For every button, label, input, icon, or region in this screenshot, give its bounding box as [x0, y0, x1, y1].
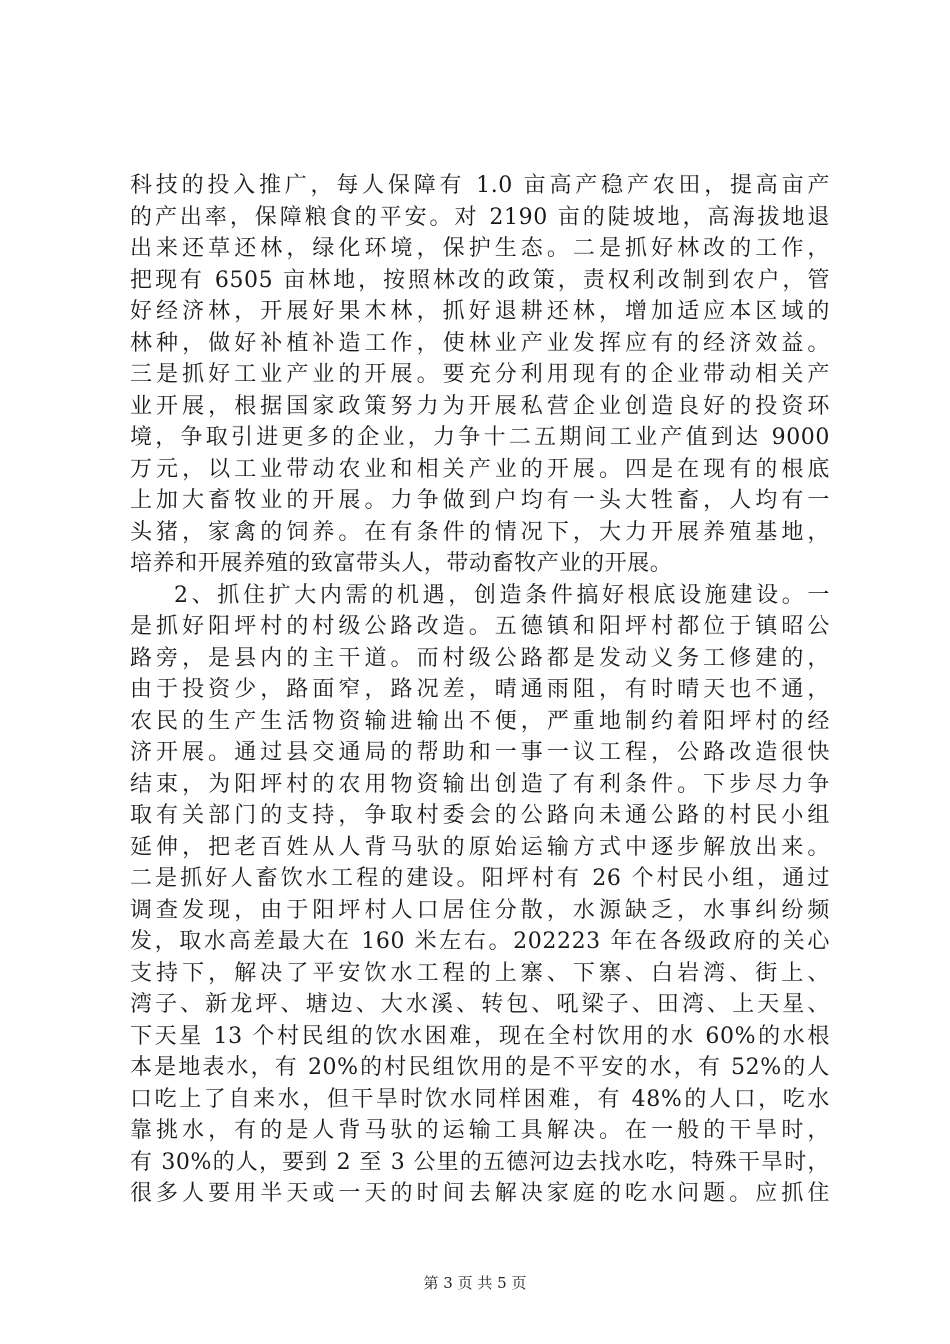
text-line: 济开展。通过县交通局的帮助和一事一议工程，公路改造很快 — [130, 740, 830, 765]
text-line: 本是地表水，有 20%的村民组饮用的是不平安的水，有 52%的人 — [130, 1055, 830, 1080]
text-line: 调查发现，由于阳坪村人口居住分散，水源缺乏，水事纠纷频 — [130, 897, 830, 923]
text-line: 口吃上了自来水，但干旱时饮水同样困难，有 48%的人口，吃水 — [130, 1086, 830, 1112]
text-line: 好经济林，开展好果木林，抓好退耕还林，增加适应本区域的 — [130, 299, 830, 324]
text-line: 路旁，是县内的主干道。而村级公路都是发动义务工修建的， — [130, 645, 830, 671]
paragraph-start-line: 2、抓住扩大内需的机遇，创造条件搞好根底设施建设。一 — [174, 582, 830, 608]
text-line: 发，取水高差最大在 160 米左右。202223 年在各级政府的关心 — [130, 929, 830, 954]
text-line: 支持下，解决了平安饮水工程的上寨、下寨、白岩湾、街上、 — [130, 960, 830, 986]
text-line: 把现有 6505 亩林地，按照林改的政策，责权利改制到农户，管 — [130, 267, 830, 293]
text-line: 培养和开展养殖的致富带头人，带动畜牧产业的开展。 — [130, 551, 673, 576]
text-line: 湾子、新龙坪、塘边、大水溪、转包、吼梁子、田湾、上天星、 — [130, 992, 830, 1017]
text-line: 万元，以工业带动农业和相关产业的开展。四是在现有的根底 — [130, 456, 830, 482]
text-line: 头猪，家禽的饲养。在有条件的情况下，大力开展养殖基地， — [130, 519, 830, 545]
text-line: 很多人要用半天或一天的时间去解决家庭的吃水问题。应抓住 — [130, 1181, 830, 1206]
text-line: 农民的生产生活物资输进输出不便，严重地制约着阳坪村的经 — [130, 708, 830, 734]
text-line: 是抓好阳坪村的村级公路改造。五德镇和阳坪村都位于镇昭公 — [130, 614, 830, 639]
text-line: 由于投资少，路面窄，路况差，晴通雨阻，有时晴天也不通， — [130, 677, 830, 702]
text-line: 林种，做好补植补造工作，使林业产业发挥应有的经济效益。 — [130, 330, 830, 356]
text-line: 靠挑水，有的是人背马驮的运输工具解决。在一般的干旱时， — [130, 1118, 830, 1143]
text-line: 出来还草还林，绿化环境，保护生态。二是抓好林改的工作， — [130, 236, 830, 261]
document-body — [130, 170, 830, 1210]
text-line: 二是抓好人畜饮水工程的建设。阳坪村有 26 个村民小组，通过 — [130, 866, 830, 891]
text-line: 结束，为阳坪村的农用物资输出创造了有利条件。下步尽力争 — [130, 771, 830, 797]
text-line: 有 30%的人，要到 2 至 3 公里的五德河边去找水吃，特殊干旱时， — [130, 1149, 830, 1175]
text-line: 的产出率，保障粮食的平安。对 2190 亩的陡坡地，高海拔地退 — [130, 204, 830, 230]
text-line: 科技的投入推广，每人保障有 1.0 亩高产稳产农田，提高亩产 — [130, 173, 830, 198]
text-line: 业开展，根据国家政策努力为开展私营企业创造良好的投资环 — [130, 393, 830, 419]
text-line: 境，争取引进更多的企业，力争十二五期间工业产值到达 9000 — [130, 425, 830, 450]
text-line: 取有关部门的支持，争取村委会的公路向未通公路的村民小组 — [130, 803, 830, 828]
text-line: 下天星 13 个村民组的饮水困难，现在全村饮用的水 60%的水根 — [130, 1023, 830, 1049]
text-line: 上加大畜牧业的开展。力争做到户均有一头大牲畜，人均有一 — [130, 488, 830, 513]
page-number: 第 3 页 共 5 页 — [423, 1274, 527, 1292]
text-line: 三是抓好工业产业的开展。要充分利用现有的企业带动相关产 — [130, 362, 830, 387]
text-line: 延伸，把老百姓从人背马驮的原始运输方式中逐步解放出来。 — [130, 834, 830, 860]
